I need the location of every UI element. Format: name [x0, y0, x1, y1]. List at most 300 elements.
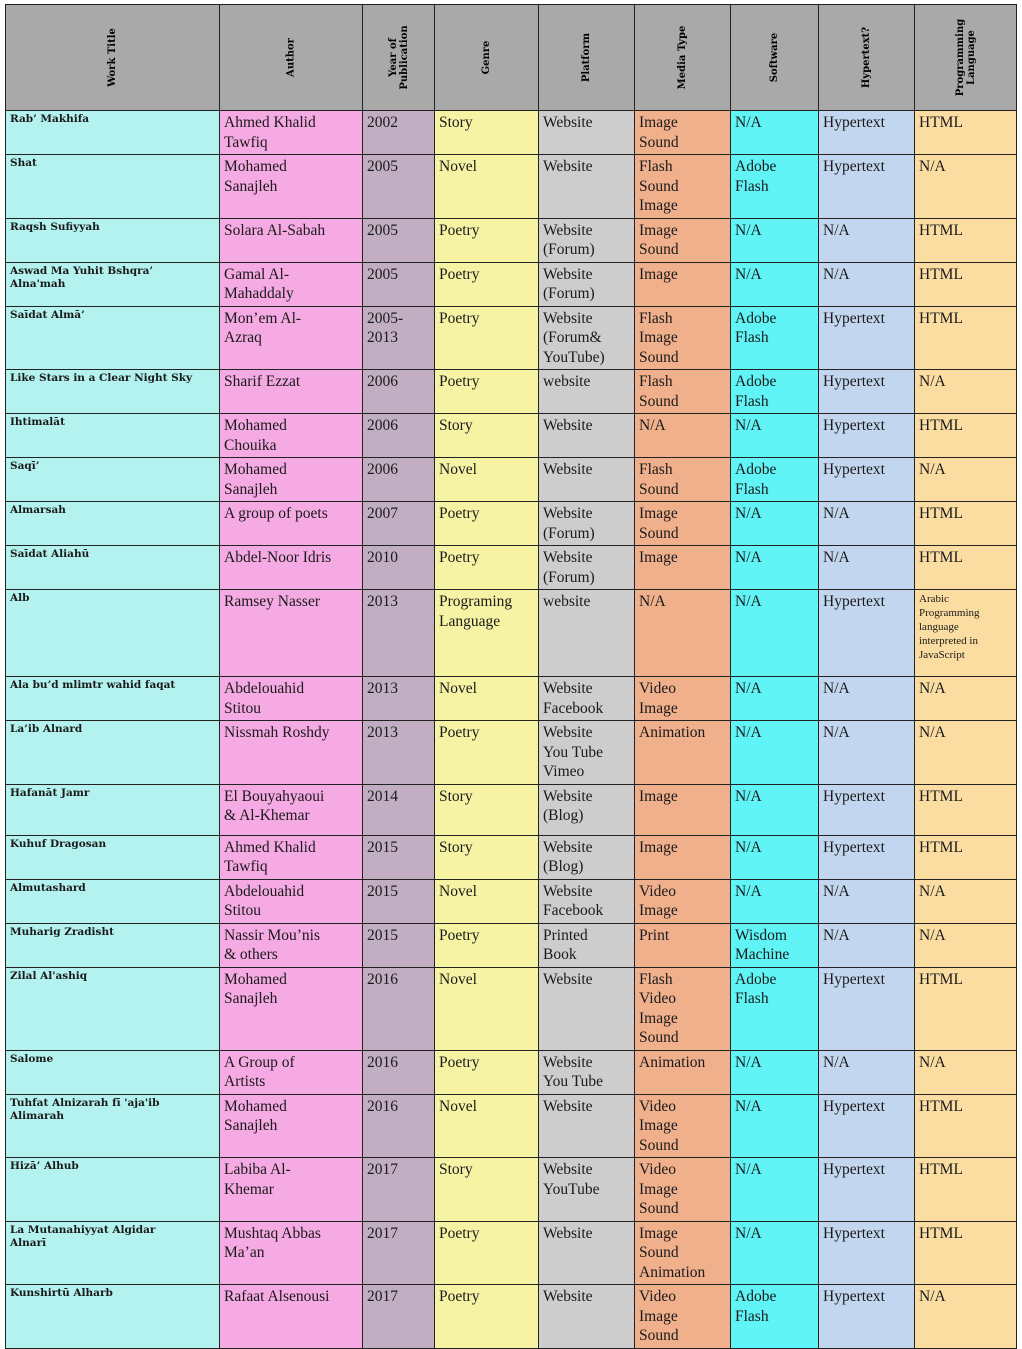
cell-media-type — [635, 1158, 731, 1222]
cell-media-type — [635, 923, 731, 967]
text-line: 2006 — [367, 461, 398, 478]
cell-year — [363, 1285, 435, 1349]
text-line: HTML — [919, 417, 963, 434]
text-line: HTML — [919, 838, 963, 856]
table-body — [6, 111, 1017, 1349]
text-line: Artists — [224, 1073, 266, 1090]
text-line: N/A — [823, 505, 850, 522]
cell-software — [731, 721, 819, 785]
text-line: Website — [543, 505, 593, 522]
text-line: Image — [639, 1307, 678, 1325]
cell-year — [363, 111, 435, 155]
cell-genre — [435, 590, 539, 677]
cell-software — [731, 1158, 819, 1222]
cell-year — [363, 879, 435, 923]
cell-software — [731, 784, 819, 835]
text-line: La Mutanahiyyat Algidar — [10, 1223, 156, 1236]
text-line: Hypertext — [823, 787, 885, 805]
text-line: Novel — [439, 970, 477, 988]
cell-media-type — [635, 1050, 731, 1094]
text-line: N/A — [735, 505, 762, 522]
cell-media-type — [635, 370, 731, 414]
text-line: Abdelouahid — [224, 882, 305, 900]
cell-author — [220, 414, 363, 458]
text-line: Sound — [639, 1327, 679, 1344]
text-line: Website — [543, 1288, 593, 1305]
text-line: JavaScript — [919, 649, 965, 661]
text-line: Gamal Al- — [224, 265, 289, 283]
text-line: N/A — [735, 114, 762, 131]
text-line: 2016 — [367, 1097, 398, 1115]
column-header-label — [635, 10, 731, 105]
cell-hypertext — [819, 370, 915, 414]
cell-genre — [435, 111, 539, 155]
cell-software — [731, 1221, 819, 1285]
column-header-author — [220, 5, 363, 111]
cell-work-title — [6, 967, 220, 1050]
text-line: N/A — [823, 882, 850, 900]
text-line: 2013 — [367, 724, 398, 741]
table-row — [6, 370, 1017, 414]
cell-year — [363, 835, 435, 879]
cell-work-title — [6, 218, 220, 262]
cell-work-title — [6, 923, 220, 967]
cell-platform — [539, 784, 635, 835]
text-line: Mushtaq Abbas — [224, 1224, 321, 1242]
table-row — [6, 1094, 1017, 1158]
text-line: 2015 — [367, 926, 398, 944]
text-line: HTML — [919, 1097, 963, 1115]
cell-author — [220, 218, 363, 262]
cell-platform — [539, 155, 635, 219]
text-line: N/A — [823, 265, 850, 283]
text-line: Image — [639, 1224, 678, 1242]
cell-hypertext — [819, 1285, 915, 1349]
text-line: Tuhfat Alnizarah fī 'aja'ib — [10, 1096, 160, 1109]
cell-hypertext — [819, 218, 915, 262]
table-row — [6, 835, 1017, 879]
column-header-work-title — [6, 5, 220, 111]
text-line: N/A — [919, 724, 946, 741]
text-line: 2002 — [367, 114, 398, 131]
header-line: Media Type — [677, 25, 688, 90]
text-line: N/A — [735, 787, 762, 805]
cell-platform — [539, 1050, 635, 1094]
column-header-label — [915, 7, 1017, 108]
cell-programming-language — [915, 458, 1017, 502]
text-line: Adobe — [735, 309, 777, 327]
table-row — [6, 262, 1017, 306]
cell-year — [363, 306, 435, 370]
text-line: Hypertext — [823, 593, 885, 610]
text-line: HTML — [919, 114, 963, 131]
column-header-software — [731, 5, 819, 111]
cell-platform — [539, 1094, 635, 1158]
table-row — [6, 1158, 1017, 1222]
text-line: 2005- — [367, 309, 404, 327]
cell-year — [363, 967, 435, 1050]
column-header-label — [435, 6, 539, 109]
text-line: Story — [439, 838, 473, 856]
cell-media-type — [635, 1285, 731, 1349]
cell-programming-language — [915, 1221, 1017, 1285]
text-line: interpreted in — [919, 635, 978, 647]
cell-software — [731, 590, 819, 677]
text-line: Vimeo — [543, 763, 585, 780]
table-row — [6, 1050, 1017, 1094]
cell-year — [363, 155, 435, 219]
text-line: You Tube — [543, 743, 604, 761]
text-line: Wisdom — [735, 926, 787, 944]
text-line: 2013 — [367, 680, 398, 697]
cell-author — [220, 967, 363, 1050]
text-line: Video — [639, 990, 676, 1007]
text-line: Sound — [639, 133, 679, 151]
cell-work-title — [6, 1094, 220, 1158]
text-line: Website — [543, 882, 593, 900]
text-line: Novel — [439, 461, 477, 478]
column-header-label — [363, 22, 435, 93]
text-line: Flash — [639, 461, 673, 478]
text-line: Saīdat Aliahū — [10, 548, 90, 560]
cell-work-title — [6, 306, 220, 370]
cell-platform — [539, 1221, 635, 1285]
cell-author — [220, 923, 363, 967]
text-line: Mahaddaly — [224, 285, 294, 302]
cell-media-type — [635, 1094, 731, 1158]
text-line: Hypertext — [823, 1097, 885, 1115]
text-line: Story — [439, 114, 473, 131]
text-line: Facebook — [543, 902, 604, 919]
cell-platform — [539, 262, 635, 306]
cell-genre — [435, 458, 539, 502]
header-line: Hypertext? — [861, 26, 872, 89]
text-line: HTML — [919, 970, 963, 988]
cell-hypertext — [819, 967, 915, 1050]
text-line: Hypertext — [823, 1161, 885, 1178]
header-line: Publication — [398, 25, 410, 90]
text-line: (Blog) — [543, 858, 584, 875]
text-line: Image — [639, 221, 678, 239]
cell-software — [731, 262, 819, 306]
text-line: N/A — [735, 265, 762, 283]
text-line: Language — [439, 612, 501, 630]
cell-platform — [539, 306, 635, 370]
text-line: Khemar — [224, 1180, 274, 1198]
cell-genre — [435, 218, 539, 262]
text-line: N/A — [735, 417, 762, 434]
text-line: Print — [639, 926, 670, 944]
cell-media-type — [635, 1221, 731, 1285]
text-line: Solara Al-Sabah — [224, 221, 326, 239]
cell-year — [363, 502, 435, 546]
cell-media-type — [635, 721, 731, 785]
text-line: Hafanāt Jamr — [10, 786, 90, 799]
text-line: Saīdat Almā’ — [10, 308, 85, 321]
text-line: 2017 — [367, 1224, 398, 1242]
cell-genre — [435, 370, 539, 414]
cell-software — [731, 1050, 819, 1094]
cell-year — [363, 677, 435, 721]
text-line: 2013 — [367, 329, 398, 346]
text-line: website — [543, 373, 591, 390]
cell-work-title — [6, 721, 220, 785]
cell-programming-language — [915, 967, 1017, 1050]
text-line: 2005 — [367, 158, 398, 175]
text-line: 2007 — [367, 505, 398, 522]
column-header-platform — [539, 5, 635, 111]
cell-genre — [435, 306, 539, 370]
text-line: N/A — [919, 1288, 946, 1305]
cell-programming-language — [915, 546, 1017, 590]
cell-programming-language — [915, 502, 1017, 546]
text-line: Abdel-Noor Idris — [224, 549, 332, 566]
text-line: HTML — [919, 221, 963, 239]
column-header-label — [60, 5, 165, 111]
text-line: Video — [639, 680, 676, 697]
text-line: N/A — [823, 926, 850, 944]
text-line: Story — [439, 1161, 473, 1178]
table-row — [6, 784, 1017, 835]
cell-programming-language — [915, 721, 1017, 785]
text-line: Azraq — [224, 329, 262, 346]
cell-work-title — [6, 502, 220, 546]
text-line: Novel — [439, 680, 477, 697]
text-line: Mohamed — [224, 158, 287, 175]
cell-platform — [539, 458, 635, 502]
cell-hypertext — [819, 111, 915, 155]
text-line: 2006 — [367, 417, 398, 434]
text-line: Novel — [439, 882, 477, 900]
text-line: Website — [543, 787, 593, 805]
cell-genre — [435, 155, 539, 219]
text-line: Poetry — [439, 549, 480, 566]
text-line: 2017 — [367, 1288, 398, 1305]
cell-year — [363, 784, 435, 835]
text-line: Image — [639, 329, 678, 346]
text-line: HTML — [919, 549, 963, 566]
text-line: N/A — [735, 1224, 762, 1242]
cell-work-title — [6, 1285, 220, 1349]
cell-programming-language — [915, 923, 1017, 967]
table-row — [6, 218, 1017, 262]
text-line: Kunshirtū Alharb — [10, 1287, 113, 1299]
text-line: N/A — [919, 158, 946, 175]
text-line: La’ib Alnard — [10, 723, 83, 735]
text-line: Animation — [639, 724, 706, 741]
text-line: Hypertext — [823, 970, 885, 988]
cell-year — [363, 1221, 435, 1285]
text-line: N/A — [639, 417, 666, 434]
cell-year — [363, 218, 435, 262]
cell-media-type — [635, 590, 731, 677]
column-header-hypertext — [819, 5, 915, 111]
cell-software — [731, 967, 819, 1050]
text-line: Adobe — [735, 461, 777, 478]
text-line: Mohamed — [224, 970, 287, 988]
text-line: Website — [543, 838, 593, 856]
text-line: Zilal Al'ashiq — [10, 969, 88, 982]
cell-author — [220, 1221, 363, 1285]
cell-hypertext — [819, 923, 915, 967]
text-line: Muharig Zradisht — [10, 925, 114, 938]
column-header-programming-language — [915, 5, 1017, 111]
text-line: N/A — [735, 724, 762, 741]
text-line: YouTube — [543, 1180, 600, 1198]
text-line: N/A — [735, 1161, 762, 1178]
text-line: 2016 — [367, 1053, 398, 1071]
cell-platform — [539, 1285, 635, 1349]
text-line: Flash — [735, 392, 769, 410]
cell-programming-language — [915, 1158, 1017, 1222]
cell-programming-language — [915, 590, 1017, 677]
text-line: N/A — [735, 838, 762, 856]
cell-programming-language — [915, 370, 1017, 414]
cell-hypertext — [819, 262, 915, 306]
text-line: Poetry — [439, 1053, 480, 1071]
text-line: N/A — [735, 882, 762, 900]
text-line: Poetry — [439, 1288, 480, 1305]
text-line: Nissmah Roshdy — [224, 724, 330, 741]
cell-genre — [435, 721, 539, 785]
text-line: Mohamed — [224, 461, 287, 478]
text-line: N/A — [735, 593, 762, 610]
cell-work-title — [6, 111, 220, 155]
text-line: 2005 — [367, 265, 398, 283]
cell-genre — [435, 262, 539, 306]
text-line: Ramsey Nasser — [224, 593, 320, 610]
text-line: Sound — [639, 177, 679, 195]
text-line: Website — [543, 417, 593, 434]
cell-hypertext — [819, 1158, 915, 1222]
text-line: Kuhuf Dragosan — [10, 837, 107, 850]
text-line: Flash — [735, 480, 769, 498]
cell-media-type — [635, 784, 731, 835]
cell-author — [220, 546, 363, 590]
text-line: (Forum& — [543, 329, 602, 346]
text-line: Website — [543, 461, 593, 478]
text-line: Shat — [10, 157, 37, 169]
cell-genre — [435, 677, 539, 721]
text-line: Tawfiq — [224, 858, 268, 875]
cell-software — [731, 111, 819, 155]
text-line: Almarsah — [10, 504, 66, 516]
cell-genre — [435, 784, 539, 835]
text-line: Poetry — [439, 926, 480, 944]
cell-year — [363, 1094, 435, 1158]
header-line: Software — [769, 32, 780, 83]
header-line: Platform — [581, 32, 592, 83]
cell-media-type — [635, 218, 731, 262]
cell-work-title — [6, 155, 220, 219]
cell-genre — [435, 1094, 539, 1158]
cell-media-type — [635, 262, 731, 306]
cell-hypertext — [819, 677, 915, 721]
text-line: Almutashard — [10, 881, 86, 894]
cell-programming-language — [915, 1094, 1017, 1158]
text-line: Hypertext — [823, 114, 885, 131]
cell-media-type — [635, 306, 731, 370]
cell-platform — [539, 111, 635, 155]
cell-media-type — [635, 155, 731, 219]
text-line: Printed — [543, 926, 588, 944]
cell-year — [363, 414, 435, 458]
text-line: Story — [439, 417, 473, 434]
cell-hypertext — [819, 1094, 915, 1158]
cell-genre — [435, 1050, 539, 1094]
cell-software — [731, 414, 819, 458]
text-line: Image — [639, 265, 678, 283]
text-line: Poetry — [439, 724, 480, 741]
cell-media-type — [635, 967, 731, 1050]
cell-year — [363, 590, 435, 677]
text-line: HTML — [919, 505, 963, 522]
cell-hypertext — [819, 546, 915, 590]
cell-software — [731, 1285, 819, 1349]
cell-author — [220, 677, 363, 721]
cell-author — [220, 879, 363, 923]
text-line: Image — [639, 1117, 678, 1134]
cell-author — [220, 370, 363, 414]
text-line: Image — [639, 505, 678, 522]
cell-platform — [539, 218, 635, 262]
cell-software — [731, 923, 819, 967]
text-line: Alb — [10, 592, 30, 604]
text-line: Poetry — [439, 373, 480, 390]
cell-programming-language — [915, 879, 1017, 923]
cell-media-type — [635, 879, 731, 923]
cell-platform — [539, 414, 635, 458]
column-header-label — [239, 5, 344, 111]
text-line: & others — [224, 946, 278, 963]
cell-media-type — [635, 414, 731, 458]
text-line: Ahmed Khalid — [224, 114, 316, 131]
cell-work-title — [6, 1050, 220, 1094]
text-line: 2006 — [367, 373, 398, 390]
text-line: Ahmed Khalid — [224, 838, 316, 856]
text-line: Novel — [439, 158, 477, 175]
text-line: N/A — [735, 549, 762, 566]
text-line: Image — [639, 549, 678, 566]
text-line: 2015 — [367, 838, 398, 856]
cell-media-type — [635, 502, 731, 546]
text-line: Flash — [735, 329, 769, 346]
text-line: & Al-Khemar — [224, 807, 310, 824]
text-line: Poetry — [439, 1224, 480, 1242]
cell-year — [363, 546, 435, 590]
table-row — [6, 502, 1017, 546]
text-line: Rab’ Makhifa — [10, 113, 90, 125]
text-line: You Tube — [543, 1073, 604, 1090]
text-line: Ma’an — [224, 1244, 265, 1261]
text-line: Website — [543, 309, 593, 327]
cell-programming-language — [915, 414, 1017, 458]
text-line: Chouika — [224, 436, 277, 454]
text-line: Hypertext — [823, 461, 885, 478]
cell-genre — [435, 1158, 539, 1222]
cell-genre — [435, 546, 539, 590]
text-line: Alimarah — [10, 1109, 65, 1122]
cell-media-type — [635, 677, 731, 721]
text-line: Salome — [10, 1052, 54, 1065]
column-header-media-type — [635, 5, 731, 111]
cell-year — [363, 1050, 435, 1094]
cell-work-title — [6, 1158, 220, 1222]
text-line: Sound — [639, 480, 679, 498]
text-line: Flash — [639, 970, 673, 988]
text-line: Image — [639, 1009, 678, 1027]
cell-hypertext — [819, 306, 915, 370]
